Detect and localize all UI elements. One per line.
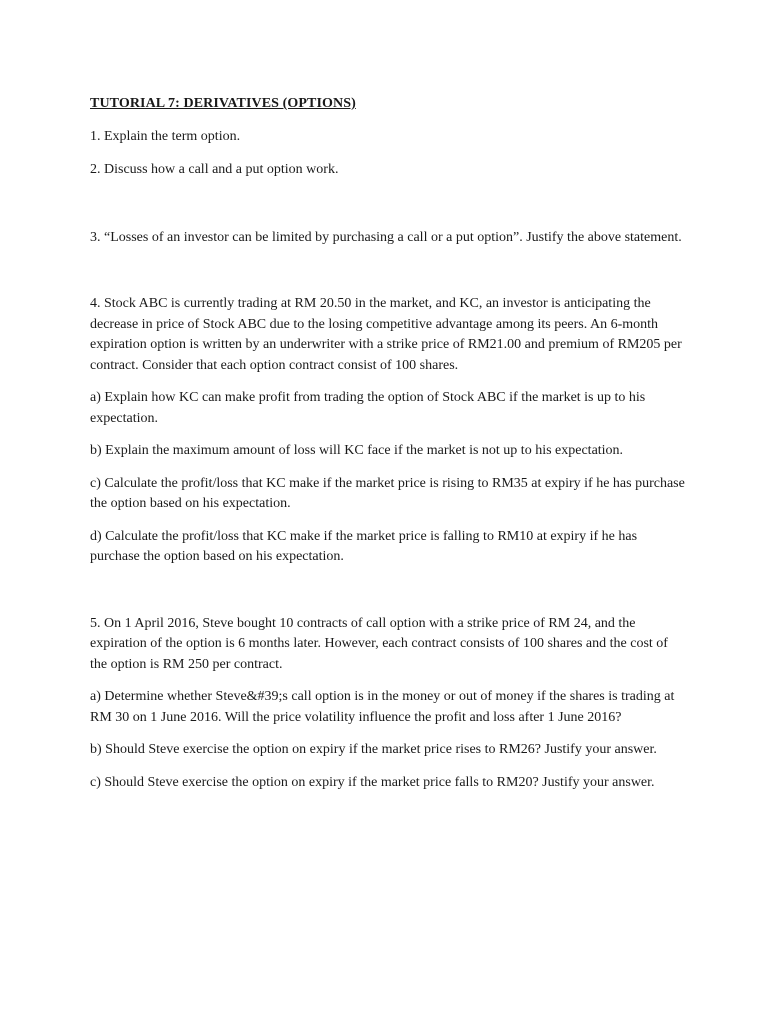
question-4b: b) Explain the maximum amount of loss will KC face if the market is not up to his expectation. — [90, 443, 624, 458]
question-3: 3. “Losses of an investor can be limited by purchasing a call or a put option”. Justify the above statement. — [90, 229, 682, 245]
question-2: 2. Discuss how a call and a put option work. — [90, 162, 339, 177]
question-5c: c) Should Steve exercise the option on expiry if the market price falls to RM20? Justify your answer. — [90, 774, 655, 790]
question-1: 1. Explain the term option. — [90, 128, 241, 144]
document-title: TUTORIAL 7: DERIVATIVES (OPTIONS) — [90, 96, 356, 111]
question-4: 4. Stock ABC is currently trading at RM 20.50 in the market, and KC, an investor is anticipating the decrease in price of Stock ABC due to the losing competitive advantage among its peers. An 6-month expiration option is written by an underwriter with a strike price of RM21.00 and premium of RM205 per contract. Consider that each option contract consist of 100 shares. — [90, 296, 682, 373]
question-4a: a) Explain how KC can make profit from trading the option of Stock ABC if the market is up to his expectation. — [90, 390, 646, 426]
question-5: 5. On 1 April 2016, Steve bought 10 contracts of call option with a strike price of RM 24, and the expiration of the option is 6 months later. However, each contract consists of 100 shares and the cost of the option is RM 250 per contract. — [90, 615, 668, 672]
question-5a: a) Determine whether Steve&#39;s call option is in the money or out of money if the shares is trading at RM 30 on 1 June 2016. Will the price volatility influence the profit and loss after 1 June 2016? — [90, 689, 675, 725]
question-5b: b) Should Steve exercise the option on expiry if the market price rises to RM26? Justify your answer. — [90, 742, 657, 757]
document-page — [90, 94, 686, 793]
question-4c: c) Calculate the profit/loss that KC make if the market price is rising to RM35 at expiry if he has purchase the option based on his expectation. — [90, 475, 685, 511]
question-4d: d) Calculate the profit/loss that KC make if the market price is falling to RM10 at expiry if he has purchase the option based on his expectation. — [90, 528, 638, 564]
